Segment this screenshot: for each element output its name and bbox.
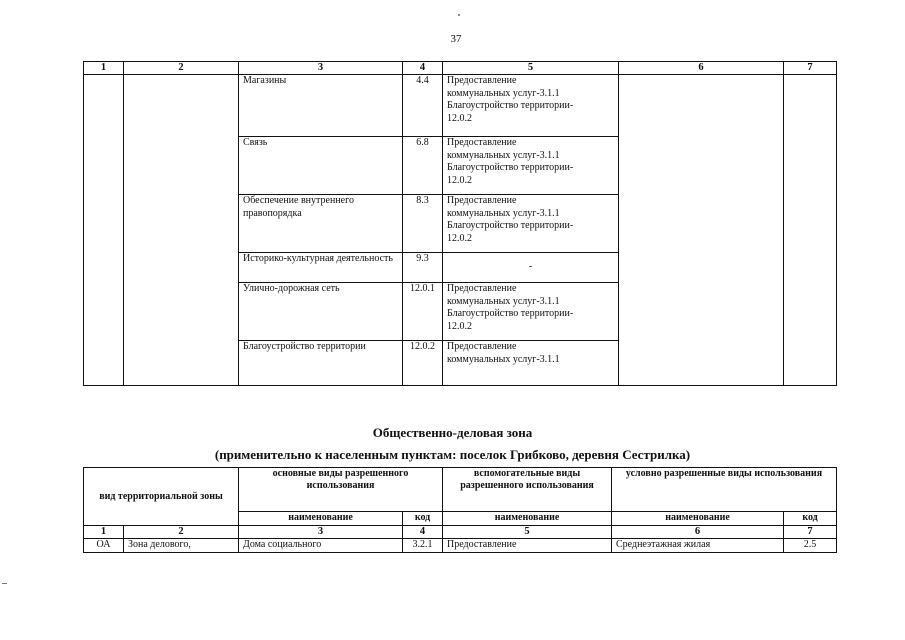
conditional-uses-header: условно разрешенные виды использования [612, 468, 837, 512]
empty-zone-name-cell [124, 75, 239, 386]
header-cell: 1 [84, 62, 124, 75]
page-number: 37 [450, 33, 462, 45]
aux-uses [443, 195, 619, 253]
header-cell: 2 [124, 62, 239, 75]
continued-zone-table [83, 61, 837, 386]
column-number-row [84, 526, 837, 539]
aux-line: коммунальных услуг-3.1.1 [447, 353, 560, 365]
aux-name-subheader: наименование [443, 512, 612, 526]
main-uses-header: основные виды разрешенного использования [239, 468, 443, 512]
column-number: 7 [784, 526, 837, 539]
use-name: Улично-дорожная сеть [239, 283, 403, 341]
aux-uses [443, 341, 619, 386]
scan-edge-mark [2, 583, 7, 584]
main-code-subheader: код [403, 512, 443, 526]
aux-line: коммунальных услуг-3.1.1 [447, 149, 560, 161]
aux-line: Благоустройство территории- [447, 100, 574, 111]
column-number: 5 [443, 526, 612, 539]
section-title: Общественно-деловая зона [372, 425, 533, 440]
conditional-use-code: 2.5 [784, 539, 837, 553]
use-code: 9.3 [403, 253, 443, 283]
aux-line: Благоустройство территории- [447, 220, 574, 231]
aux-line: Предоставление [447, 283, 517, 294]
use-name: Обеспечение внутреннего правопорядка [239, 195, 403, 253]
column-number: 1 [84, 526, 124, 539]
aux-line: 12.0.2 [447, 174, 472, 186]
aux-line: коммунальных услуг-3.1.1 [447, 207, 560, 219]
aux-line: 12.0.2 [447, 232, 472, 244]
empty-conditional-code-cell [784, 75, 837, 386]
table-header-row [84, 62, 837, 75]
header-cell: 5 [443, 62, 619, 75]
use-name: Благоустройство территории [239, 341, 403, 386]
aux-uses [443, 283, 619, 341]
section-subtitle: (применительно к населенным пунктам: поселок Грибково, деревня Сестрилка) [214, 447, 691, 462]
table-header-row [84, 468, 837, 512]
use-name: Историко-культурная деятельность [239, 253, 403, 283]
header-cell: 4 [403, 62, 443, 75]
column-number: 2 [124, 526, 239, 539]
aux-line: Предоставление [447, 341, 517, 352]
header-cell: 7 [784, 62, 837, 75]
main-use-name: Дома социального [239, 539, 403, 553]
table-row [84, 75, 837, 137]
header-cell: 6 [619, 62, 784, 75]
use-name: Магазины [239, 75, 403, 137]
table-row [84, 539, 837, 553]
aux-uses [443, 137, 619, 195]
empty-conditional-name-cell [619, 75, 784, 386]
aux-line: Предоставление [447, 75, 517, 86]
zone-name: Зона делового, [124, 539, 239, 553]
aux-line: Предоставление [447, 195, 517, 206]
column-number: 3 [239, 526, 403, 539]
use-code: 4.4 [403, 75, 443, 137]
main-name-subheader: наименование [239, 512, 403, 526]
empty-zone-code-cell [84, 75, 124, 386]
use-code: 8.3 [403, 195, 443, 253]
use-name: Связь [239, 137, 403, 195]
aux-uses [443, 253, 619, 283]
aux-line: Благоустройство территории- [447, 162, 574, 173]
aux-line: 12.0.2 [447, 320, 472, 332]
aux-use: Предоставление [443, 539, 612, 553]
use-code: 12.0.2 [403, 341, 443, 386]
aux-line: коммунальных услуг-3.1.1 [447, 87, 560, 99]
aux-line: коммунальных услуг-3.1.1 [447, 295, 560, 307]
zone-code: ОА [84, 539, 124, 553]
main-use-code: 3.2.1 [403, 539, 443, 553]
aux-line: 12.0.2 [447, 112, 472, 124]
business-zone-table [83, 467, 837, 553]
use-code: 6.8 [403, 137, 443, 195]
aux-uses-header: вспомогательные виды разрешенного использования [443, 468, 612, 512]
cond-code-subheader: код [784, 512, 837, 526]
aux-line: Благоустройство территории- [447, 308, 574, 319]
column-number: 4 [403, 526, 443, 539]
aux-uses [443, 75, 619, 137]
column-number: 6 [612, 526, 784, 539]
conditional-use-name: Среднеэтажная жилая [612, 539, 784, 553]
zone-type-header: вид территориальной зоны [84, 468, 239, 526]
use-code: 12.0.1 [403, 283, 443, 341]
aux-line: - [528, 261, 533, 273]
cond-name-subheader: наименование [612, 512, 784, 526]
aux-line: Предоставление [447, 137, 517, 148]
scan-speck [458, 14, 460, 16]
header-cell: 3 [239, 62, 403, 75]
